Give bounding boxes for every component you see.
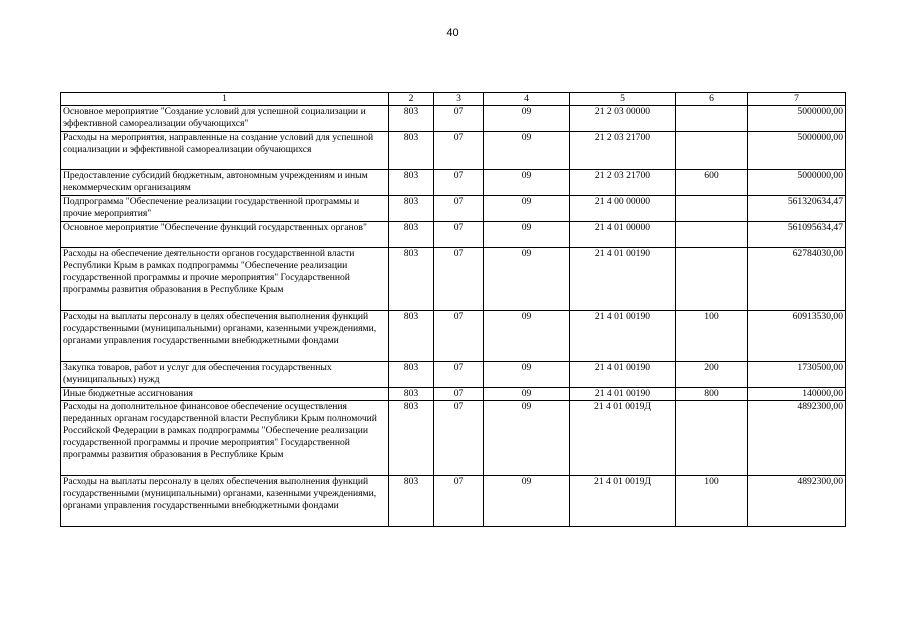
row-subsection-code: 09 — [484, 388, 570, 401]
row-amount: 60913530,00 — [748, 311, 846, 362]
row-target-code: 21 4 01 00190 — [570, 311, 676, 362]
row-subsection-code: 09 — [484, 222, 570, 248]
row-description: Основное мероприятие "Создание условий для успешной социализации и эффективной самореализации обучающихся" — [61, 106, 389, 132]
row-amount: 1730500,00 — [748, 362, 846, 388]
row-expense-type — [676, 248, 748, 311]
row-description: Расходы на обеспечение деятельности органов государственной власти Республики Крым в рамках подпрограммы "Обеспечение реализации государственной программы и прочие мероприятия" Государственной программы развития образования в Республике Крым — [61, 248, 389, 311]
row-expense-type — [676, 196, 748, 222]
row-ministry-code: 803 — [389, 222, 434, 248]
row-description: Расходы на выплаты персоналу в целях обеспечения выполнения функций государственными (муниципальными) органами, казенными учреждениями, органами управления государственными внебюджетными фондами — [61, 476, 389, 527]
row-target-code: 21 4 01 00190 — [570, 362, 676, 388]
row-section-code: 07 — [434, 362, 484, 388]
row-ministry-code: 803 — [389, 196, 434, 222]
row-section-code: 07 — [434, 311, 484, 362]
row-target-code: 21 4 01 00190 — [570, 388, 676, 401]
row-amount: 561095634,47 — [748, 222, 846, 248]
row-target-code: 21 4 01 00190 — [570, 248, 676, 311]
table-row — [61, 248, 846, 311]
page-number: 40 — [446, 27, 459, 39]
row-description: Иные бюджетные ассигнования — [61, 388, 389, 401]
header-col-2: 2 — [389, 93, 434, 106]
table-row — [61, 401, 846, 476]
row-ministry-code: 803 — [389, 106, 434, 132]
row-section-code: 07 — [434, 476, 484, 527]
header-col-4: 4 — [484, 93, 570, 106]
row-ministry-code: 803 — [389, 388, 434, 401]
row-expense-type: 100 — [676, 311, 748, 362]
row-ministry-code: 803 — [389, 362, 434, 388]
row-description: Закупка товаров, работ и услуг для обеспечения государственных (муниципальных) нужд — [61, 362, 389, 388]
row-expense-type — [676, 222, 748, 248]
row-section-code: 07 — [434, 196, 484, 222]
row-description: Подпрограмма "Обеспечение реализации государственной программы и прочие мероприятия" — [61, 196, 389, 222]
table-row — [61, 476, 846, 527]
header-col-6: 6 — [676, 93, 748, 106]
row-target-code: 21 2 03 21700 — [570, 132, 676, 170]
row-expense-type — [676, 106, 748, 132]
row-target-code: 21 2 03 21700 — [570, 170, 676, 196]
header-col-1: 1 — [61, 93, 389, 106]
row-description: Расходы на выплаты персоналу в целях обеспечения выполнения функций государственными (муниципальными) органами, казенными учреждениями, органами управления государственными внебюджетными фондами — [61, 311, 389, 362]
row-amount: 62784030,00 — [748, 248, 846, 311]
row-ministry-code: 803 — [389, 401, 434, 476]
table-row — [61, 388, 846, 401]
row-section-code: 07 — [434, 170, 484, 196]
row-ministry-code: 803 — [389, 170, 434, 196]
row-section-code: 07 — [434, 106, 484, 132]
row-amount: 5000000,00 — [748, 170, 846, 196]
row-subsection-code: 09 — [484, 362, 570, 388]
row-expense-type — [676, 401, 748, 476]
budget-table — [60, 92, 846, 527]
row-expense-type — [676, 132, 748, 170]
row-section-code: 07 — [434, 132, 484, 170]
row-subsection-code: 09 — [484, 196, 570, 222]
header-col-7: 7 — [748, 93, 846, 106]
row-amount: 561320634,47 — [748, 196, 846, 222]
row-target-code: 21 4 01 00000 — [570, 222, 676, 248]
row-target-code: 21 2 03 00000 — [570, 106, 676, 132]
row-subsection-code: 09 — [484, 106, 570, 132]
table-row — [61, 170, 846, 196]
row-description: Расходы на мероприятия, направленные на создание условий для успешной социализации и эффективной самореализации обучающихся — [61, 132, 389, 170]
header-row — [61, 93, 846, 106]
row-section-code: 07 — [434, 388, 484, 401]
row-ministry-code: 803 — [389, 476, 434, 527]
row-subsection-code: 09 — [484, 401, 570, 476]
row-target-code: 21 4 00 00000 — [570, 196, 676, 222]
row-expense-type: 200 — [676, 362, 748, 388]
row-target-code: 21 4 01 0019Д — [570, 401, 676, 476]
row-amount: 140000,00 — [748, 388, 846, 401]
row-ministry-code: 803 — [389, 248, 434, 311]
row-expense-type: 100 — [676, 476, 748, 527]
table-row — [61, 222, 846, 248]
header-col-5: 5 — [570, 93, 676, 106]
row-description: Расходы на дополнительное финансовое обеспечение осуществления переданных органам государственной власти Республики Крым полномочий Российской Федерации в рамках подпрограммы "Обеспечение реализации государственной программы и прочие мероприятия" Государственной программы развития образования в Республике Крым — [61, 401, 389, 476]
row-description: Основное мероприятие "Обеспечение функций государственных органов" — [61, 222, 389, 248]
table-row — [61, 362, 846, 388]
row-section-code: 07 — [434, 222, 484, 248]
row-subsection-code: 09 — [484, 476, 570, 527]
row-subsection-code: 09 — [484, 248, 570, 311]
row-amount: 5000000,00 — [748, 106, 846, 132]
row-amount: 4892300,00 — [748, 476, 846, 527]
header-col-3: 3 — [434, 93, 484, 106]
row-amount: 5000000,00 — [748, 132, 846, 170]
table-row — [61, 311, 846, 362]
row-amount: 4892300,00 — [748, 401, 846, 476]
table-row — [61, 196, 846, 222]
row-ministry-code: 803 — [389, 311, 434, 362]
row-target-code: 21 4 01 0019Д — [570, 476, 676, 527]
table-row — [61, 106, 846, 132]
row-description: Предоставление субсидий бюджетным, автономным учреждениям и иным некоммерческим организациям — [61, 170, 389, 196]
table-row — [61, 132, 846, 170]
row-section-code: 07 — [434, 401, 484, 476]
row-expense-type: 800 — [676, 388, 748, 401]
row-subsection-code: 09 — [484, 311, 570, 362]
row-subsection-code: 09 — [484, 170, 570, 196]
row-subsection-code: 09 — [484, 132, 570, 170]
row-expense-type: 600 — [676, 170, 748, 196]
row-ministry-code: 803 — [389, 132, 434, 170]
row-section-code: 07 — [434, 248, 484, 311]
